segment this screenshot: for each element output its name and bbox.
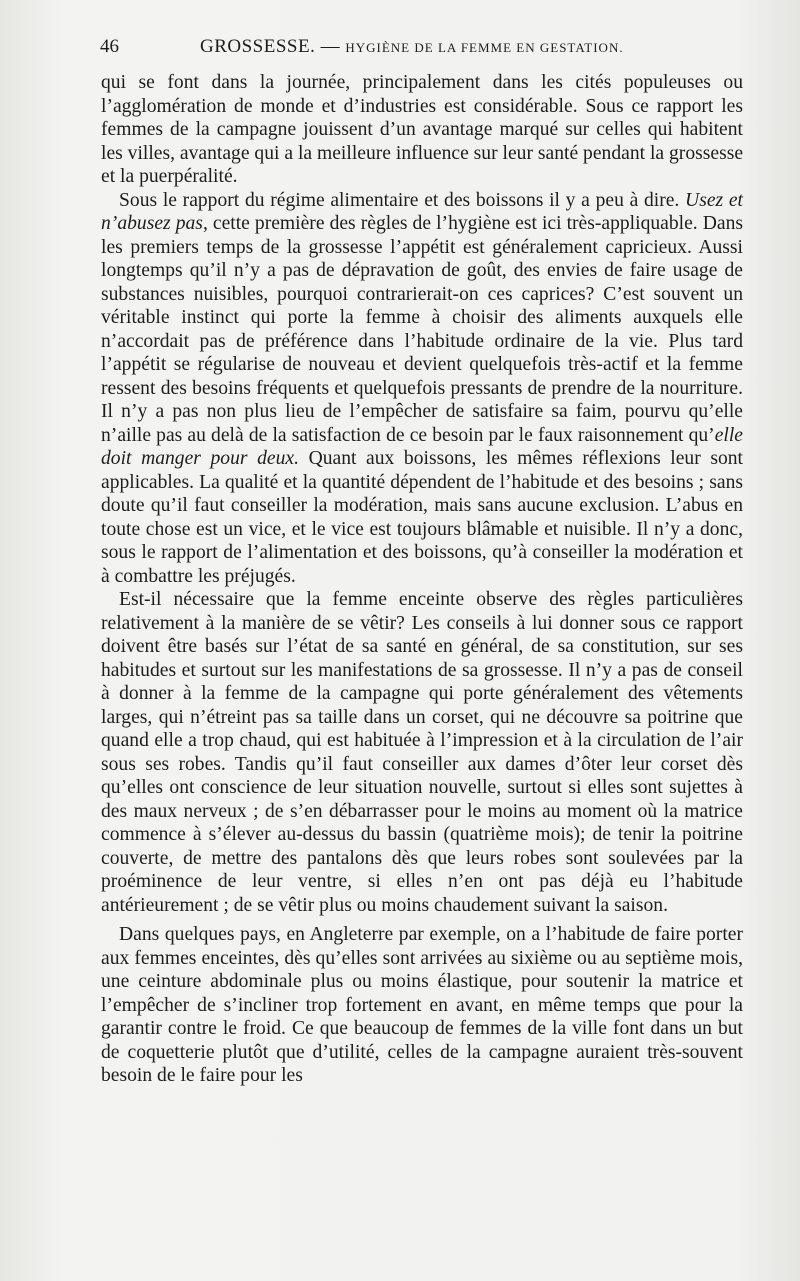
paragraph-1 (101, 71, 743, 189)
running-title (200, 34, 624, 61)
paragraph-3 (101, 588, 743, 917)
paragraph-3-text: Est-il nécessaire que la femme enceinte observe des règles particulières relativement à la manière de se vêtir? Les conseils à lui donner sous ce rapport doivent être basés sur l’état de sa santé en général, de sa constitution, sur ses habitudes et surtout sur les manifestations de sa grossesse. Il n’y a pas de conseil à donner à la femme de la campagne qui porte généralement des vêtements larges, qui n’étreint pas sa taille dans un corset, qui ne découvre sa poitrine que quand elle a trop chaud, qui est habituée à l’impression et à la circulation de l’air sous ses robes. Tandis qu’il faut conseiller aux dames d’ôter leur corset dès qu’elles ont conscience de leur situation nouvelle, surtout si elles sont sujettes à des maux nerveux ; de s’en débarrasser pour le moins au moment où la matrice commence à s’élever au-dessus du bassin (quatrième mois); de tenir la poitrine couverte, de mettre des pantalons dès que leurs robes sont soulevées par la proéminence de leur ventre, si elles n’en ont pas déjà eu l’habitude antérieurement ; de se vêtir plus ou moins chaudement suivant la saison. (101, 589, 743, 916)
paragraph-1-text: qui se font dans la journée, principalement dans les cités populeuses ou l’agglomération de monde et d’industries est considérable. Sous ce rapport les femmes de la campagne jouissent d’un avantage marqué sur celles qui habitent les villes, avantage qui a la meilleure influence sur leur santé pendant la grossesse et la puerpéralité. (101, 72, 744, 187)
body-text (101, 71, 743, 1088)
header-title: GROSSESSE. (200, 36, 316, 57)
header-dash: — (320, 36, 341, 57)
paragraph-2-text-b: , cette première des règles de l’hygiène est ici très-appliquable. Dans les premiers temps de la grossesse l’appétit est généralement capricieux. Aussi longtemps qu’il n’y a pas de dépravation de goût, des envies de faire usage de substances nuisibles, pourquoi contrarierait-on ces caprices? C’est souvent un véritable instinct qui porte la femme à choisir des aliments auxquels elle n’accordait pas de préférence dans l’habitude ordinaire de la vie. Plus tard l’appétit se régularise de nouveau et devient quelquefois très-actif et la femme ressent des besoins fréquents et quelquefois pressants de prendre de la nourriture. Il n’y a pas non plus lieu de l’empêcher de satisfaire sa faim, pourvu qu’elle n’aille pas au delà de la satisfaction de ce besoin par le faux raisonnement qu’ (101, 213, 744, 446)
paragraph-4 (101, 923, 743, 1088)
paragraph-4-text: Dans quelques pays, en Angleterre par exemple, on a l’habitude de faire porter aux femmes enceintes, dès qu’elles sont arrivées au sixième ou au septième mois, une ceinture abdominale plus ou moins élastique, pour soutenir la matrice et l’empêcher de s’incliner trop fortement en avant, en même temps que pour la garantir contre le froid. Ce que beaucoup de femmes de la ville font dans un but de coquetterie plutôt que d’utilité, celles de la campagne auraient très-souvent besoin de le faire pour les (101, 924, 743, 1086)
italic-maxim: Usez et n’abusez pas (101, 189, 743, 234)
header-subtitle: HYGIÈNE DE LA FEMME EN GESTATION. (345, 40, 624, 55)
paragraph-2 (101, 189, 743, 589)
italic-quote: elle doit manger pour deux. (101, 424, 743, 469)
page-number: 46 (100, 36, 119, 57)
running-header (100, 34, 740, 60)
paragraph-2-text-c: Quant aux boissons, les mêmes réflexions leur sont applicables. La qualité et la quantité dépendent de l’habitude et des besoins ; sans doute qu’il faut conseiller la modération, mais sans aucune exclusion. L’abus en toute chose est un vice, et le vice est toujours blâmable et nuisible. Il n’y a donc, sous le rapport de l’alimentation et des boissons, qu’à conseiller la modération et à combattre les préjugés. (101, 448, 743, 587)
paragraph-2-text-a: Sous le rapport du régime alimentaire et des boissons il y a peu à dire. (119, 189, 686, 211)
